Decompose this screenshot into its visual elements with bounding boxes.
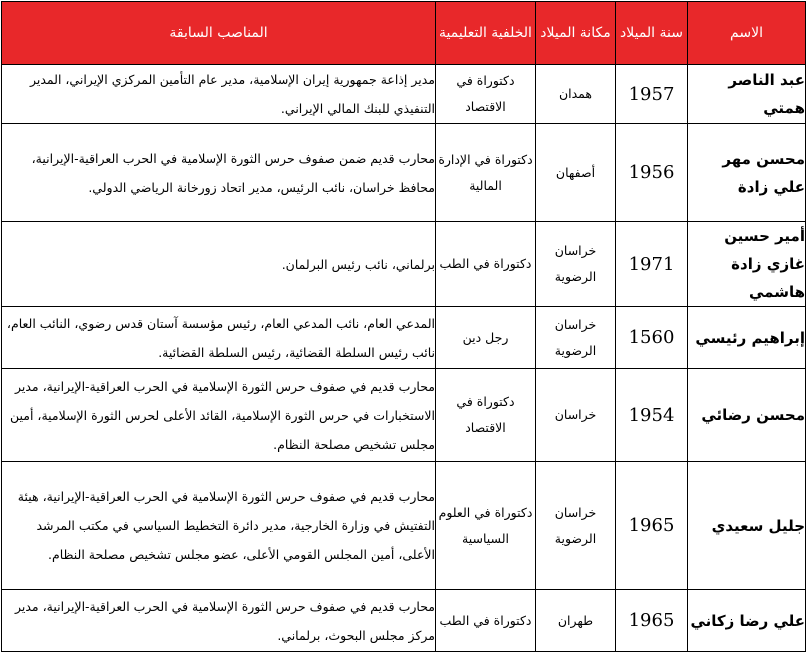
cell-positions: محارب قديم ضمن صفوف حرس الثورة الإسلامية في الحرب العراقية-الإيرانية، محافظ خراسان، نائب الرئيس، مدير اتحاد زورخانة الرياضي الدولي. xyxy=(2,124,436,222)
table-row xyxy=(2,124,806,222)
cell-education: دكتوراة في العلوم السياسية xyxy=(436,462,536,590)
cell-birth-year: 1965 xyxy=(616,462,688,590)
cell-birth-year: 1954 xyxy=(616,369,688,462)
cell-positions: مدير إذاعة جمهورية إيران الإسلامية، مدير عام التأمين المركزي الإيراني، المدير التنفيذي للبنك المالي الإيراني. xyxy=(2,65,436,124)
cell-positions: محارب قديم في صفوف حرس الثورة الإسلامية في الحرب العراقية-الإيرانية، هيئة التفتيش في وزارة الخارجية، مدير دائرة التخطيط السياسي في مكتب المرشد الأعلى، أمين المجلس القومي الأعلى، عضو مجلس تشخيص مصلحة النظام. xyxy=(2,462,436,590)
header-name: الاسم xyxy=(688,2,806,65)
table-row xyxy=(2,462,806,590)
cell-name: جليل سعيدي xyxy=(688,462,806,590)
cell-education: دكتوراة في الاقتصاد xyxy=(436,369,536,462)
cell-positions: المدعي العام، نائب المدعي العام، رئيس مؤسسة آستان قدس رضوي، النائب العام، نائب رئيس السلطة القضائية، رئيس السلطة القضائية. xyxy=(2,307,436,369)
cell-birth-place: أصفهان xyxy=(536,124,616,222)
cell-positions: محارب قديم في صفوف حرس الثورة الإسلامية في الحرب العراقية-الإيرانية، مدير الاستخبارات في حرس الثورة الإسلامية، القائد الأعلى لحرس الثورة الإسلامية، أمين مجلس تشخيص مصلحة النظام. xyxy=(2,369,436,462)
cell-education: دكتوراة في الطب xyxy=(436,590,536,652)
header-positions: المناصب السابقة xyxy=(2,2,436,65)
cell-birth-year: 1560 xyxy=(616,307,688,369)
table-header xyxy=(2,2,806,65)
header-row xyxy=(2,2,806,65)
cell-name: محسن مهر علي زادة xyxy=(688,124,806,222)
table-row xyxy=(2,369,806,462)
table-body xyxy=(2,65,806,652)
cell-positions: محارب قديم في صفوف حرس الثورة الإسلامية في الحرب العراقية-الإيرانية، مدير مركز مجلس البحوث، برلماني. xyxy=(2,590,436,652)
cell-birth-place: خراسان الرضوية xyxy=(536,307,616,369)
table-row xyxy=(2,65,806,124)
cell-education: دكتوراة في الطب xyxy=(436,222,536,307)
cell-name: عبد الناصر همتي xyxy=(688,65,806,124)
table-row xyxy=(2,222,806,307)
cell-birth-place: خراسان الرضوية xyxy=(536,462,616,590)
cell-name: محسن رضائي xyxy=(688,369,806,462)
header-education: الخلفية التعليمية xyxy=(436,2,536,65)
cell-birth-year: 1965 xyxy=(616,590,688,652)
cell-birth-place: خراسان الرضوية xyxy=(536,222,616,307)
cell-birth-year: 1971 xyxy=(616,222,688,307)
cell-name: علي رضا زكاني xyxy=(688,590,806,652)
header-birth-year: سنة الميلاد xyxy=(616,2,688,65)
candidates-table xyxy=(1,1,806,652)
cell-education: دكتوراة في الإدارة المالية xyxy=(436,124,536,222)
table-row xyxy=(2,307,806,369)
table-row xyxy=(2,590,806,652)
cell-birth-place: همدان xyxy=(536,65,616,124)
cell-name: إبراهيم رئيسي xyxy=(688,307,806,369)
cell-birth-place: خراسان xyxy=(536,369,616,462)
cell-education: دكتوراة في الاقتصاد xyxy=(436,65,536,124)
cell-positions: برلماني، نائب رئيس البرلمان. xyxy=(2,222,436,307)
cell-birth-year: 1957 xyxy=(616,65,688,124)
cell-birth-place: طهران xyxy=(536,590,616,652)
header-birth-place: مكانة الميلاد xyxy=(536,2,616,65)
cell-name: أمير حسين غازي زادة هاشمي xyxy=(688,222,806,307)
cell-education: رجل دين xyxy=(436,307,536,369)
cell-birth-year: 1956 xyxy=(616,124,688,222)
